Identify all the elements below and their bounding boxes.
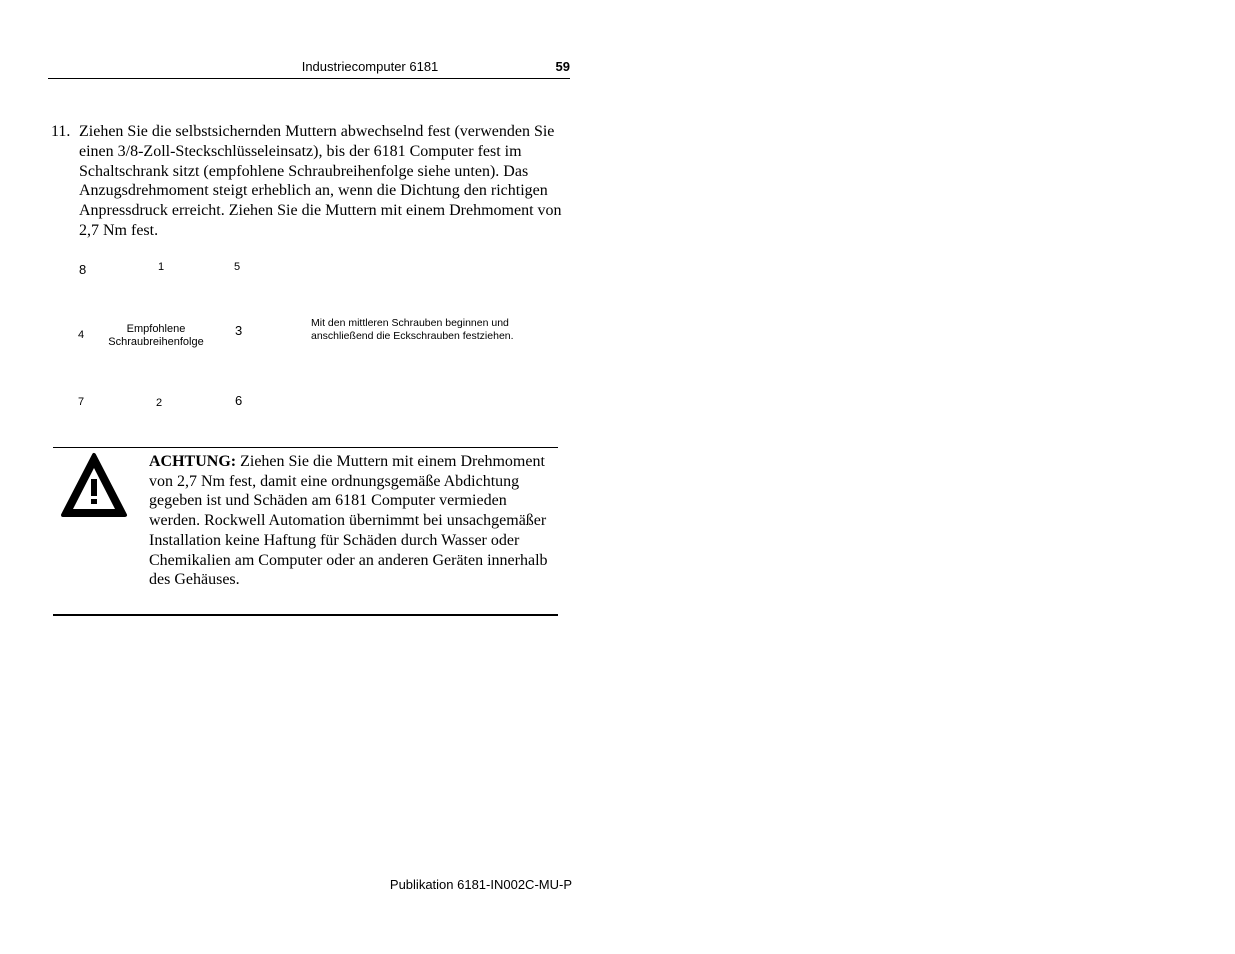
attention-label: ACHTUNG: <box>149 453 237 470</box>
screw-number-top-right: 5 <box>234 261 241 273</box>
step-text: Ziehen Sie die selbstsichernden Muttern abwechselnd fest (verwenden Sie einen 3/8-Zoll-Steckschlüsseleinsatz), bis der 6181 Computer fest im Schaltschrank sitzt (empfohlene Schraubreihenfolge siehe unten). Das Anzugsdrehmoment steigt erheblich an, wenn die Dichtung den richtigen Anpressdruck erreicht. Ziehen Sie die Muttern mit einem Drehmoment von 2,7 Nm fest. <box>79 123 562 239</box>
diagram-center-label-line2: Schraubreihenfolge <box>108 336 204 348</box>
header-rule <box>48 78 570 79</box>
screw-number-bottom-right: 6 <box>235 393 243 408</box>
running-header-title: Industriecomputer 6181 <box>301 59 439 74</box>
diagram-note-line1: Mit den mittleren Schrauben beginnen und <box>311 317 509 329</box>
screw-number-middle-left: 4 <box>78 329 85 341</box>
diagram-note-line2: anschließend die Eckschrauben festziehen. <box>311 330 514 342</box>
publication-number: Publikation 6181-IN002C-MU-P <box>389 877 572 892</box>
screw-number-top-left: 8 <box>79 262 87 277</box>
diagram-note <box>311 317 514 343</box>
screw-number-bottom-left: 7 <box>78 396 85 408</box>
page-number: 59 <box>555 59 570 74</box>
screw-number-bottom-center: 2 <box>156 397 163 409</box>
screw-number-middle-right: 3 <box>235 323 243 338</box>
attention-text: Ziehen Sie die Muttern mit einem Drehmoment von 2,7 Nm fest, damit eine ordnungsgemäße Abdichtung gegeben ist und Schäden am 6181 Computer vermieden werden. Rockwell Automation übernimmt bei unsachgemäßer Installation keine Haftung für Schäden durch Wasser oder Chemikalien am Computer oder an anderen Geräten innerhalb des Gehäuses. <box>149 453 548 589</box>
diagram-center-label-line1: Empfohlene <box>126 323 186 335</box>
warning-triangle-icon <box>60 452 128 520</box>
step-number: 11. <box>51 123 71 140</box>
attention-top-rule <box>53 447 558 448</box>
attention-bottom-rule <box>53 614 558 616</box>
attention-notice <box>149 452 554 590</box>
screw-number-top-center: 1 <box>158 261 165 273</box>
